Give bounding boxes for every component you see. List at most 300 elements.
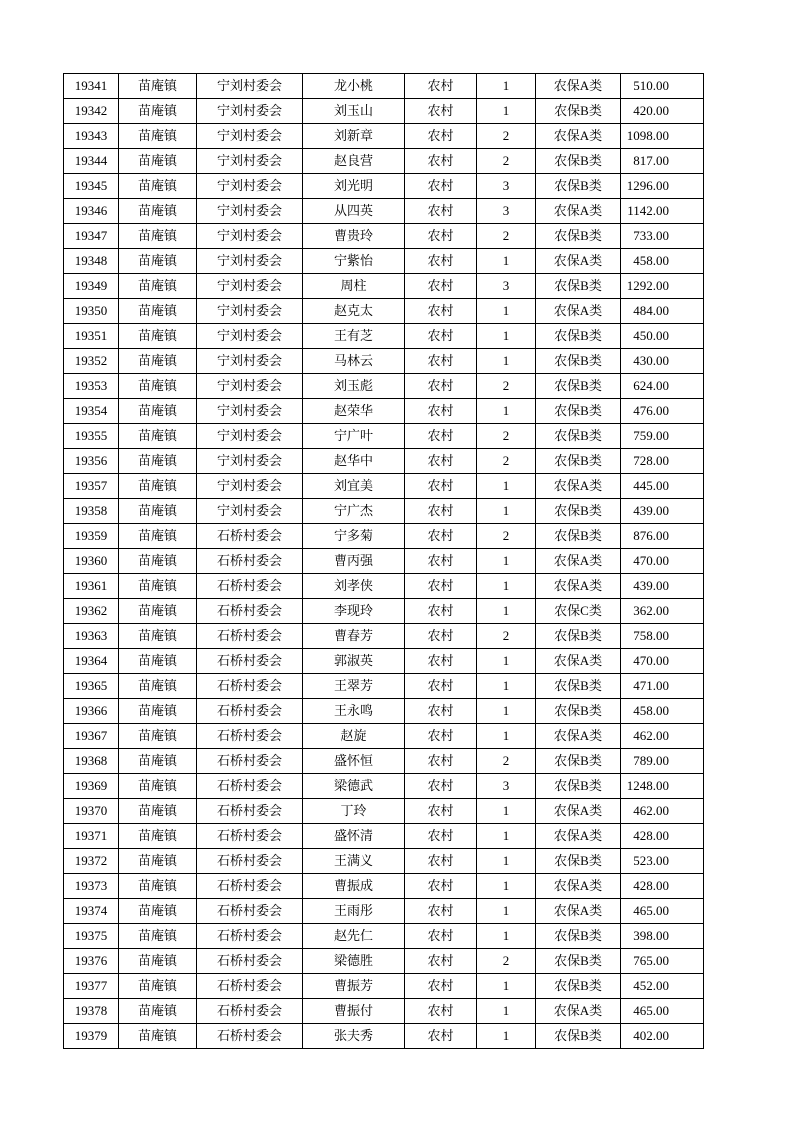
cell-person-name: 王永鸣 [303, 699, 405, 724]
cell-village-committee: 石桥村委会 [197, 974, 303, 999]
cell-residence-type: 农村 [405, 674, 477, 699]
cell-record-id: 19367 [64, 724, 119, 749]
cell-village-committee: 石桥村委会 [197, 949, 303, 974]
cell-residence-type: 农村 [405, 424, 477, 449]
table-row [64, 299, 704, 324]
table-row [64, 74, 704, 99]
cell-record-id: 19358 [64, 499, 119, 524]
cell-amount: 471.00 [621, 674, 704, 699]
cell-town: 苗庵镇 [119, 99, 197, 124]
cell-residence-type: 农村 [405, 774, 477, 799]
cell-person-name: 曹振成 [303, 874, 405, 899]
cell-residence-type: 农村 [405, 824, 477, 849]
cell-person-name: 赵良营 [303, 149, 405, 174]
cell-town: 苗庵镇 [119, 699, 197, 724]
cell-residence-type: 农村 [405, 724, 477, 749]
cell-amount: 465.00 [621, 899, 704, 924]
cell-record-id: 19378 [64, 999, 119, 1024]
cell-insurance-category: 农保B类 [536, 499, 621, 524]
cell-village-committee: 宁刘村委会 [197, 424, 303, 449]
cell-record-id: 19360 [64, 549, 119, 574]
cell-record-id: 19342 [64, 99, 119, 124]
cell-town: 苗庵镇 [119, 399, 197, 424]
cell-town: 苗庵镇 [119, 649, 197, 674]
cell-insurance-category: 农保B类 [536, 99, 621, 124]
cell-village-committee: 石桥村委会 [197, 924, 303, 949]
records-table [63, 73, 704, 1049]
cell-residence-type: 农村 [405, 999, 477, 1024]
cell-person-count: 1 [477, 574, 536, 599]
cell-insurance-category: 农保B类 [536, 749, 621, 774]
cell-town: 苗庵镇 [119, 274, 197, 299]
cell-person-count: 1 [477, 249, 536, 274]
cell-town: 苗庵镇 [119, 874, 197, 899]
cell-person-name: 周柱 [303, 274, 405, 299]
cell-person-name: 刘新章 [303, 124, 405, 149]
cell-residence-type: 农村 [405, 249, 477, 274]
cell-insurance-category: 农保B类 [536, 324, 621, 349]
cell-record-id: 19357 [64, 474, 119, 499]
cell-record-id: 19347 [64, 224, 119, 249]
cell-person-name: 梁德胜 [303, 949, 405, 974]
cell-residence-type: 农村 [405, 499, 477, 524]
cell-person-count: 1 [477, 299, 536, 324]
cell-record-id: 19364 [64, 649, 119, 674]
cell-town: 苗庵镇 [119, 574, 197, 599]
cell-person-count: 1 [477, 799, 536, 824]
cell-person-count: 1 [477, 549, 536, 574]
cell-person-name: 刘光明 [303, 174, 405, 199]
cell-insurance-category: 农保A类 [536, 549, 621, 574]
cell-town: 苗庵镇 [119, 824, 197, 849]
cell-person-count: 1 [477, 99, 536, 124]
cell-village-committee: 宁刘村委会 [197, 274, 303, 299]
cell-person-name: 马林云 [303, 349, 405, 374]
table-row [64, 99, 704, 124]
cell-insurance-category: 农保B类 [536, 424, 621, 449]
cell-record-id: 19369 [64, 774, 119, 799]
cell-person-count: 2 [477, 224, 536, 249]
cell-amount: 624.00 [621, 374, 704, 399]
cell-town: 苗庵镇 [119, 74, 197, 99]
table-row [64, 249, 704, 274]
cell-village-committee: 石桥村委会 [197, 674, 303, 699]
cell-town: 苗庵镇 [119, 674, 197, 699]
cell-insurance-category: 农保A类 [536, 824, 621, 849]
cell-amount: 458.00 [621, 699, 704, 724]
cell-residence-type: 农村 [405, 974, 477, 999]
cell-person-count: 1 [477, 399, 536, 424]
cell-record-id: 19361 [64, 574, 119, 599]
cell-town: 苗庵镇 [119, 924, 197, 949]
table-row [64, 424, 704, 449]
cell-person-count: 1 [477, 649, 536, 674]
table-row [64, 274, 704, 299]
cell-residence-type: 农村 [405, 749, 477, 774]
table-row [64, 449, 704, 474]
table-row [64, 899, 704, 924]
cell-town: 苗庵镇 [119, 799, 197, 824]
cell-record-id: 19365 [64, 674, 119, 699]
cell-village-committee: 宁刘村委会 [197, 224, 303, 249]
cell-record-id: 19371 [64, 824, 119, 849]
cell-town: 苗庵镇 [119, 949, 197, 974]
table-row [64, 199, 704, 224]
cell-residence-type: 农村 [405, 924, 477, 949]
table-row [64, 949, 704, 974]
cell-person-count: 3 [477, 274, 536, 299]
cell-insurance-category: 农保A类 [536, 249, 621, 274]
cell-record-id: 19350 [64, 299, 119, 324]
cell-residence-type: 农村 [405, 799, 477, 824]
table-row [64, 674, 704, 699]
cell-person-count: 1 [477, 74, 536, 99]
table-row [64, 924, 704, 949]
cell-village-committee: 宁刘村委会 [197, 174, 303, 199]
cell-town: 苗庵镇 [119, 899, 197, 924]
cell-village-committee: 宁刘村委会 [197, 474, 303, 499]
cell-person-count: 1 [477, 724, 536, 749]
cell-person-name: 赵荣华 [303, 399, 405, 424]
cell-insurance-category: 农保A类 [536, 199, 621, 224]
cell-insurance-category: 农保B类 [536, 1024, 621, 1049]
cell-person-count: 3 [477, 174, 536, 199]
cell-town: 苗庵镇 [119, 424, 197, 449]
cell-person-name: 曹春芳 [303, 624, 405, 649]
cell-person-count: 1 [477, 599, 536, 624]
cell-insurance-category: 农保A类 [536, 799, 621, 824]
cell-record-id: 19355 [64, 424, 119, 449]
table-row [64, 524, 704, 549]
cell-insurance-category: 农保B类 [536, 524, 621, 549]
cell-residence-type: 农村 [405, 174, 477, 199]
cell-person-count: 1 [477, 974, 536, 999]
cell-town: 苗庵镇 [119, 724, 197, 749]
cell-insurance-category: 农保B类 [536, 374, 621, 399]
cell-record-id: 19348 [64, 249, 119, 274]
cell-village-committee: 宁刘村委会 [197, 99, 303, 124]
cell-record-id: 19341 [64, 74, 119, 99]
cell-village-committee: 石桥村委会 [197, 874, 303, 899]
table-row [64, 224, 704, 249]
cell-amount: 1142.00 [621, 199, 704, 224]
cell-village-committee: 石桥村委会 [197, 549, 303, 574]
cell-insurance-category: 农保B类 [536, 349, 621, 374]
cell-person-count: 1 [477, 824, 536, 849]
cell-village-committee: 宁刘村委会 [197, 499, 303, 524]
cell-person-name: 王有芝 [303, 324, 405, 349]
cell-town: 苗庵镇 [119, 224, 197, 249]
cell-amount: 765.00 [621, 949, 704, 974]
cell-village-committee: 石桥村委会 [197, 899, 303, 924]
cell-amount: 458.00 [621, 249, 704, 274]
cell-residence-type: 农村 [405, 324, 477, 349]
cell-town: 苗庵镇 [119, 849, 197, 874]
cell-town: 苗庵镇 [119, 1024, 197, 1049]
cell-person-name: 刘玉彪 [303, 374, 405, 399]
cell-residence-type: 农村 [405, 549, 477, 574]
table-row [64, 874, 704, 899]
cell-residence-type: 农村 [405, 124, 477, 149]
cell-person-name: 梁德武 [303, 774, 405, 799]
cell-record-id: 19375 [64, 924, 119, 949]
cell-record-id: 19377 [64, 974, 119, 999]
cell-residence-type: 农村 [405, 1024, 477, 1049]
cell-insurance-category: 农保C类 [536, 599, 621, 624]
cell-village-committee: 石桥村委会 [197, 524, 303, 549]
cell-record-id: 19363 [64, 624, 119, 649]
cell-person-count: 1 [477, 849, 536, 874]
cell-record-id: 19351 [64, 324, 119, 349]
cell-amount: 445.00 [621, 474, 704, 499]
cell-village-committee: 宁刘村委会 [197, 449, 303, 474]
cell-amount: 398.00 [621, 924, 704, 949]
cell-record-id: 19344 [64, 149, 119, 174]
cell-person-name: 宁广叶 [303, 424, 405, 449]
cell-record-id: 19343 [64, 124, 119, 149]
table-row [64, 699, 704, 724]
cell-town: 苗庵镇 [119, 474, 197, 499]
table-row [64, 649, 704, 674]
cell-residence-type: 农村 [405, 449, 477, 474]
cell-person-name: 盛怀恒 [303, 749, 405, 774]
table-row [64, 574, 704, 599]
cell-amount: 428.00 [621, 874, 704, 899]
cell-record-id: 19376 [64, 949, 119, 974]
cell-person-name: 赵华中 [303, 449, 405, 474]
cell-record-id: 19346 [64, 199, 119, 224]
cell-person-name: 宁紫怡 [303, 249, 405, 274]
cell-amount: 1248.00 [621, 774, 704, 799]
table-row [64, 399, 704, 424]
cell-person-count: 2 [477, 749, 536, 774]
cell-insurance-category: 农保A类 [536, 899, 621, 924]
cell-amount: 362.00 [621, 599, 704, 624]
cell-insurance-category: 农保A类 [536, 299, 621, 324]
table-row [64, 849, 704, 874]
cell-town: 苗庵镇 [119, 774, 197, 799]
cell-insurance-category: 农保B类 [536, 774, 621, 799]
cell-record-id: 19373 [64, 874, 119, 899]
cell-village-committee: 石桥村委会 [197, 749, 303, 774]
cell-insurance-category: 农保A类 [536, 474, 621, 499]
cell-village-committee: 宁刘村委会 [197, 374, 303, 399]
cell-person-count: 1 [477, 924, 536, 949]
cell-town: 苗庵镇 [119, 324, 197, 349]
cell-person-name: 刘玉山 [303, 99, 405, 124]
table-row [64, 824, 704, 849]
table-row [64, 999, 704, 1024]
cell-amount: 402.00 [621, 1024, 704, 1049]
cell-residence-type: 农村 [405, 899, 477, 924]
cell-record-id: 19354 [64, 399, 119, 424]
table-row [64, 124, 704, 149]
cell-village-committee: 石桥村委会 [197, 599, 303, 624]
cell-person-count: 3 [477, 199, 536, 224]
cell-amount: 1292.00 [621, 274, 704, 299]
cell-record-id: 19349 [64, 274, 119, 299]
cell-residence-type: 农村 [405, 349, 477, 374]
cell-amount: 420.00 [621, 99, 704, 124]
cell-insurance-category: 农保B类 [536, 949, 621, 974]
cell-amount: 450.00 [621, 324, 704, 349]
cell-village-committee: 宁刘村委会 [197, 324, 303, 349]
cell-village-committee: 石桥村委会 [197, 724, 303, 749]
cell-person-count: 2 [477, 449, 536, 474]
cell-residence-type: 农村 [405, 874, 477, 899]
cell-village-committee: 宁刘村委会 [197, 249, 303, 274]
cell-insurance-category: 农保B类 [536, 399, 621, 424]
cell-village-committee: 宁刘村委会 [197, 199, 303, 224]
cell-insurance-category: 农保B类 [536, 449, 621, 474]
cell-residence-type: 农村 [405, 949, 477, 974]
cell-person-name: 曹振芳 [303, 974, 405, 999]
cell-person-name: 刘宜美 [303, 474, 405, 499]
cell-person-name: 从四英 [303, 199, 405, 224]
cell-amount: 733.00 [621, 224, 704, 249]
cell-insurance-category: 农保B类 [536, 849, 621, 874]
cell-person-count: 1 [477, 499, 536, 524]
cell-amount: 1296.00 [621, 174, 704, 199]
cell-town: 苗庵镇 [119, 174, 197, 199]
cell-town: 苗庵镇 [119, 249, 197, 274]
table-row [64, 1024, 704, 1049]
cell-person-count: 1 [477, 899, 536, 924]
cell-person-name: 赵旋 [303, 724, 405, 749]
cell-insurance-category: 农保A类 [536, 874, 621, 899]
cell-village-committee: 石桥村委会 [197, 774, 303, 799]
cell-village-committee: 宁刘村委会 [197, 149, 303, 174]
cell-person-count: 1 [477, 324, 536, 349]
cell-town: 苗庵镇 [119, 299, 197, 324]
cell-person-name: 曹丙强 [303, 549, 405, 574]
cell-residence-type: 农村 [405, 574, 477, 599]
table-row [64, 599, 704, 624]
cell-amount: 1098.00 [621, 124, 704, 149]
cell-village-committee: 石桥村委会 [197, 624, 303, 649]
cell-village-committee: 石桥村委会 [197, 849, 303, 874]
cell-village-committee: 石桥村委会 [197, 574, 303, 599]
table-row [64, 749, 704, 774]
cell-insurance-category: 农保B类 [536, 924, 621, 949]
cell-person-name: 丁玲 [303, 799, 405, 824]
cell-person-name: 宁多菊 [303, 524, 405, 549]
cell-amount: 476.00 [621, 399, 704, 424]
cell-residence-type: 农村 [405, 624, 477, 649]
cell-person-name: 赵先仁 [303, 924, 405, 949]
cell-residence-type: 农村 [405, 524, 477, 549]
cell-person-name: 郭淑英 [303, 649, 405, 674]
cell-town: 苗庵镇 [119, 749, 197, 774]
cell-village-committee: 石桥村委会 [197, 699, 303, 724]
cell-person-name: 曹振付 [303, 999, 405, 1024]
table-row [64, 374, 704, 399]
cell-amount: 817.00 [621, 149, 704, 174]
cell-amount: 759.00 [621, 424, 704, 449]
cell-insurance-category: 农保A类 [536, 124, 621, 149]
cell-person-name: 王满义 [303, 849, 405, 874]
cell-record-id: 19368 [64, 749, 119, 774]
cell-residence-type: 农村 [405, 99, 477, 124]
cell-insurance-category: 农保A类 [536, 574, 621, 599]
cell-town: 苗庵镇 [119, 199, 197, 224]
cell-record-id: 19366 [64, 699, 119, 724]
cell-person-count: 2 [477, 124, 536, 149]
cell-town: 苗庵镇 [119, 499, 197, 524]
cell-insurance-category: 农保B类 [536, 974, 621, 999]
cell-person-count: 1 [477, 874, 536, 899]
cell-residence-type: 农村 [405, 649, 477, 674]
cell-town: 苗庵镇 [119, 624, 197, 649]
cell-person-count: 2 [477, 524, 536, 549]
cell-residence-type: 农村 [405, 374, 477, 399]
table-row [64, 724, 704, 749]
table-row [64, 624, 704, 649]
cell-town: 苗庵镇 [119, 999, 197, 1024]
cell-record-id: 19362 [64, 599, 119, 624]
cell-insurance-category: 农保B类 [536, 149, 621, 174]
cell-town: 苗庵镇 [119, 974, 197, 999]
cell-person-name: 张夫秀 [303, 1024, 405, 1049]
cell-residence-type: 农村 [405, 149, 477, 174]
cell-record-id: 19352 [64, 349, 119, 374]
cell-residence-type: 农村 [405, 199, 477, 224]
cell-residence-type: 农村 [405, 224, 477, 249]
cell-residence-type: 农村 [405, 274, 477, 299]
cell-person-name: 王翠芳 [303, 674, 405, 699]
cell-amount: 470.00 [621, 549, 704, 574]
cell-record-id: 19374 [64, 899, 119, 924]
cell-person-count: 1 [477, 349, 536, 374]
cell-record-id: 19359 [64, 524, 119, 549]
cell-amount: 439.00 [621, 574, 704, 599]
cell-insurance-category: 农保A类 [536, 74, 621, 99]
cell-insurance-category: 农保A类 [536, 724, 621, 749]
cell-amount: 452.00 [621, 974, 704, 999]
cell-amount: 430.00 [621, 349, 704, 374]
cell-town: 苗庵镇 [119, 449, 197, 474]
cell-insurance-category: 农保B类 [536, 174, 621, 199]
cell-person-count: 1 [477, 999, 536, 1024]
cell-person-count: 2 [477, 624, 536, 649]
table-row [64, 549, 704, 574]
cell-residence-type: 农村 [405, 474, 477, 499]
cell-person-name: 宁广杰 [303, 499, 405, 524]
cell-amount: 439.00 [621, 499, 704, 524]
cell-amount: 465.00 [621, 999, 704, 1024]
cell-record-id: 19345 [64, 174, 119, 199]
cell-village-committee: 宁刘村委会 [197, 399, 303, 424]
cell-residence-type: 农村 [405, 599, 477, 624]
cell-person-name: 王雨彤 [303, 899, 405, 924]
cell-town: 苗庵镇 [119, 349, 197, 374]
table-row [64, 174, 704, 199]
cell-amount: 462.00 [621, 724, 704, 749]
cell-village-committee: 石桥村委会 [197, 1024, 303, 1049]
cell-person-name: 龙小桃 [303, 74, 405, 99]
table-row [64, 799, 704, 824]
cell-person-name: 李现玲 [303, 599, 405, 624]
cell-amount: 510.00 [621, 74, 704, 99]
cell-record-id: 19353 [64, 374, 119, 399]
cell-village-committee: 石桥村委会 [197, 649, 303, 674]
cell-town: 苗庵镇 [119, 524, 197, 549]
cell-person-count: 1 [477, 674, 536, 699]
cell-person-count: 2 [477, 424, 536, 449]
cell-insurance-category: 农保B类 [536, 224, 621, 249]
table-row [64, 349, 704, 374]
cell-person-count: 1 [477, 699, 536, 724]
